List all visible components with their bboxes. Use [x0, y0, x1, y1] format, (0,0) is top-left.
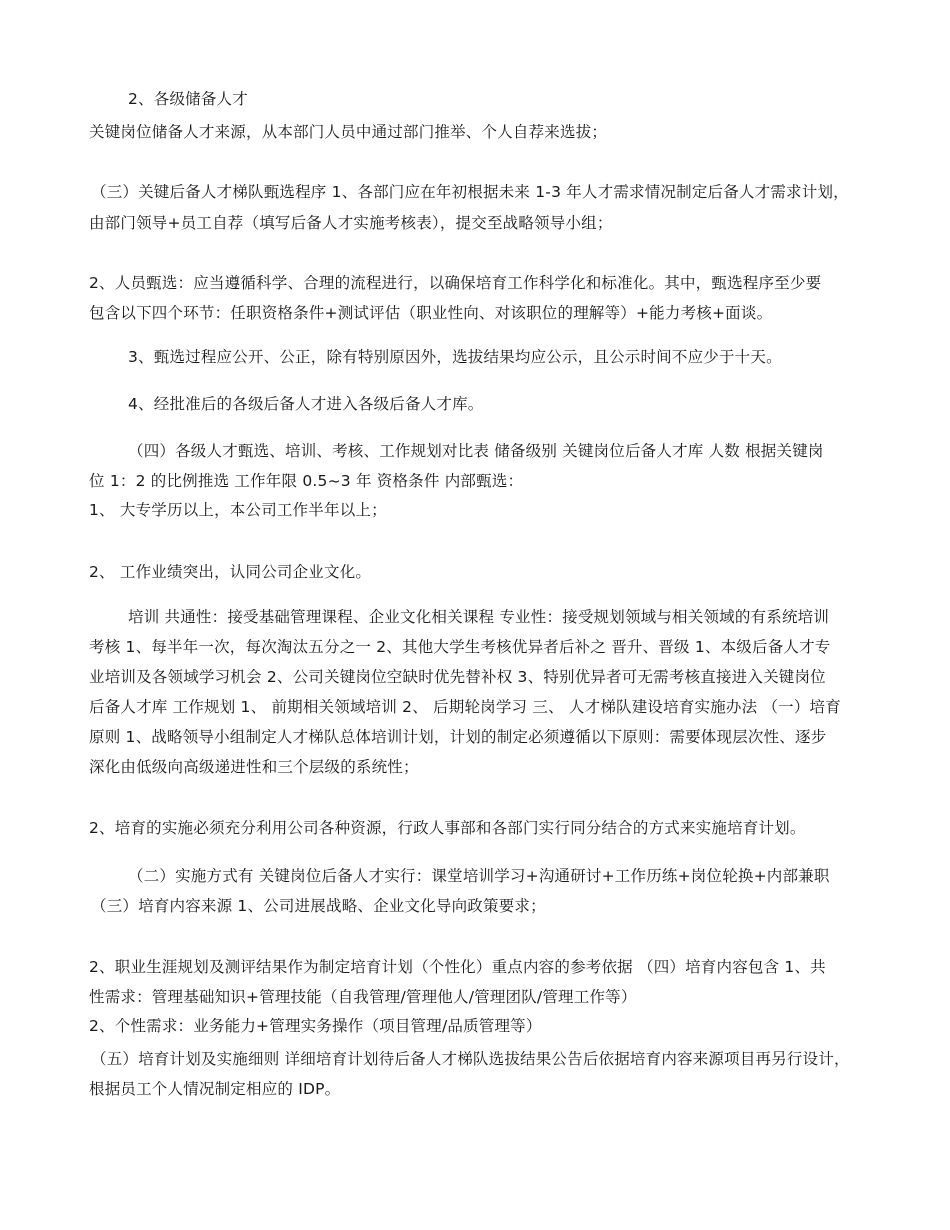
text-line: 4、经批准后的各级后备人才进入各级后备人才库。	[128, 395, 484, 413]
text-line: 培训 共通性：接受基础管理课程、企业文化相关课程 专业性：接受规划领域与相关领域的有系统培训	[128, 608, 830, 626]
text-line: 考核 1、每半年一次，每次淘汰五分之一 2、其他大学生考核优异者后补之 晋升、晋级 1、本级后备人才专	[89, 638, 831, 656]
text-line: 3、甄选过程应公开、公正，除有特别原因外，选拔结果均应公示，且公示时间不应少于十天。	[128, 348, 782, 366]
text-line: 由部门领导+员工自荐（填写后备人才实施考核表），提交至战略领导小组；	[89, 214, 613, 232]
text-line: （三）培育内容来源 1、公司进展战略、企业文化导向政策要求；	[91, 897, 546, 915]
text-line: （三）关键后备人才梯队甄选程序 1、各部门应在年初根据未来 1-3 年人才需求情况制定后备人才需求计划，	[91, 183, 849, 201]
text-line: 性需求：管理基础知识+管理技能（自我管理/管理他人/管理团队/管理工作等）	[89, 988, 637, 1006]
text-line: 根据员工个人情况制定相应的 IDP。	[89, 1080, 341, 1098]
text-line: 2、个性需求：业务能力+管理实务操作（项目管理/品质管理等）	[89, 1017, 542, 1035]
text-line: 业培训及各领域学习机会 2、公司关键岗位空缺时优先替补权 3、特别优异者可无需考核直接进入关键岗位	[89, 668, 826, 686]
text-line: （二）实施方式有 关键岗位后备人才实行：课堂培训学习+沟通研讨+工作历练+岗位轮换+内部兼职	[128, 867, 830, 885]
text-line: 原则 1、战略领导小组制定人才梯队总体培训计划，计划的制定必须遵循以下原则：需要体现层次性、逐步	[89, 728, 827, 746]
text-line: 2、培育的实施必须充分利用公司各种资源，行政人事部和各部门实行同分结合的方式来实施培育计划。	[89, 819, 806, 837]
text-line: 2、职业生涯规划及测评结果作为制定培育计划（个性化）重点内容的参考依据 （四）培育内容包含 1、共	[89, 958, 826, 976]
text-line: 位 1：2 的比例推选 工作年限 0.5~3 年 资格条件 内部甄选：	[89, 472, 524, 490]
text-line: 后备人才库 工作规划 1、 前期相关领域培训 2、 后期轮岗学习 三、 人才梯队建设培育实施办法 （一）培育	[89, 698, 841, 716]
text-line: 2、 工作业绩突出，认同公司企业文化。	[89, 563, 372, 581]
text-line: （五）培育计划及实施细则 详细培育计划待后备人才梯队选拔结果公告后依据培育内容来源项目再另行设计，	[91, 1050, 850, 1068]
text-line: 关键岗位储备人才来源，从本部门人员中通过部门推举、个人自荐来选拔；	[89, 123, 608, 141]
text-line: 深化由低级向高级递进性和三个层级的系统性；	[89, 758, 419, 776]
text-line: （四）各级人才甄选、培训、考核、工作规划对比表 储备级别 关键岗位后备人才库 人数 根据关键岗	[128, 442, 824, 460]
text-line: 2、人员甄选：应当遵循科学、合理的流程进行，以确保培育工作科学化和标准化。其中，甄选程序至少要	[89, 274, 822, 292]
text-line: 1、 大专学历以上，本公司工作半年以上；	[89, 501, 387, 519]
text-line: 包含以下四个环节：任职资格条件+测试评估（职业性向、对该职位的理解等）+能力考核+面谈。	[89, 304, 773, 322]
text-line: 2、各级储备人才	[128, 90, 248, 108]
